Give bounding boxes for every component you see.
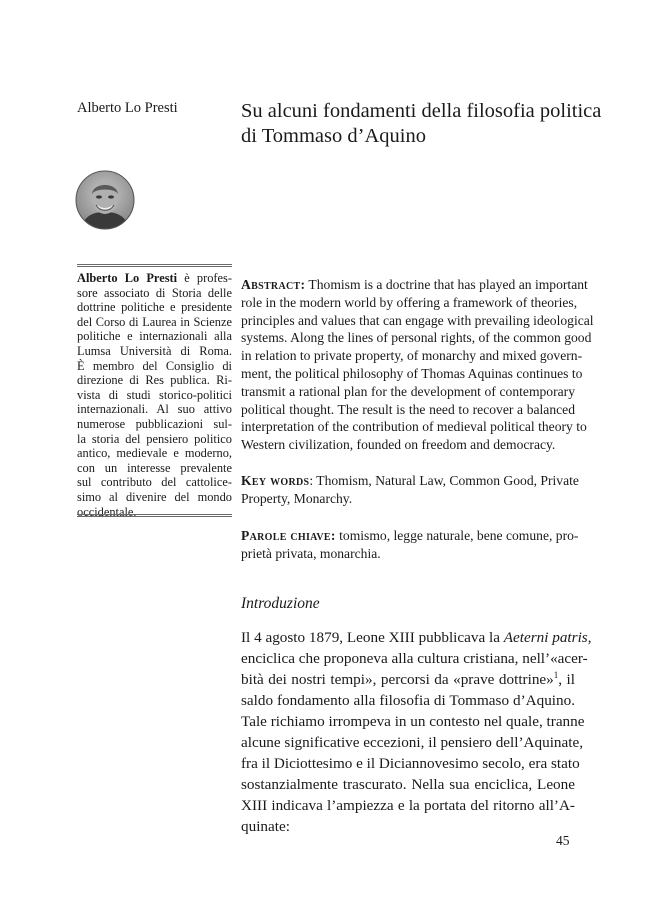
abstract-line: principles and values that can engage with prevailing ideological <box>241 312 594 328</box>
abstract-line: Abstract: Thomism is a doctrine that has played an important <box>241 277 588 292</box>
bio-line: Lumsa Università di Roma. <box>77 343 232 358</box>
bio-line: sul contributo del cattolice- <box>77 475 232 490</box>
bio-line: dottrine politiche e presidente <box>77 300 232 315</box>
body-line: quinate: <box>241 818 290 835</box>
bio-line: È membro del Consiglio di <box>77 358 232 373</box>
footnote-ref[interactable]: 1 <box>553 669 559 680</box>
abstract-line: role in the modern world by offering a framework of theories, <box>241 294 578 310</box>
author-name: Alberto Lo Presti <box>77 100 178 116</box>
author-photo <box>75 170 135 230</box>
abstract-line: in relation to private property, of monarchy and mixed govern- <box>241 348 583 364</box>
bio-top-rule <box>77 264 232 267</box>
body-line: XIII indicava l’ampiezza e la portata del ritorno all’A- <box>241 797 575 814</box>
body-paragraph <box>241 627 592 837</box>
body-line: alcune significative eccezioni, il pensiero dell’Aquinate, <box>241 734 584 751</box>
section-heading: Introduzione <box>241 595 320 612</box>
abstract-line: Western civilization, founded on freedom and democracy. <box>241 437 556 453</box>
body-line: bità dei nostri tempi», percorsi da «prave dottrine»$^1$, il <box>241 669 575 688</box>
bio-line: internazionali. Al suo attivo <box>77 402 232 417</box>
bio-line: simo al divenire del mondo <box>77 489 232 504</box>
abstract-line: ment, the political philosophy of Thomas Aquinas continues to <box>241 365 583 381</box>
bio-line: con un interesse prevalente <box>77 460 232 475</box>
bio-line: politiche e internazionali alla <box>77 329 232 344</box>
body-line: Il 4 agosto 1879, Leone XIII pubblicava la Aeterni patris, <box>241 629 592 646</box>
encyclical-title: Aeterni patris <box>503 629 588 646</box>
bio-line: sore associato di Storia delle <box>77 285 232 300</box>
abstract-line: transmit a rational plan for the development of contemporary <box>241 383 575 399</box>
bio-line: occidentale. <box>77 504 137 519</box>
bio-line: vista di studi storico-politici <box>77 387 232 402</box>
bio-line: del Corso di Laurea in Scienze <box>77 314 232 329</box>
bio-line: la storia del pensiero politico <box>77 431 232 446</box>
abstract-line: systems. Along the lines of personal rights, of the common good <box>241 330 592 346</box>
keywords <box>241 472 579 508</box>
author-portrait-avatar <box>75 170 135 230</box>
title-line-1: Su alcuni fondamenti della filosofia politica <box>241 100 602 122</box>
body-line: Tale richiamo irrompeva in un contesto nel quale, tranne <box>241 713 585 730</box>
body-line: saldo fondamento alla filosofia di Tommaso d’Aquino. <box>241 692 575 709</box>
parole-chiave <box>241 527 579 563</box>
abstract-line: interpretation of the contribution of medieval political theory to <box>241 419 587 435</box>
body-line: fra il Diciottesimo e il Diciannovesimo secolo, era stato <box>241 755 580 772</box>
bio-bottom-rule <box>77 514 232 517</box>
bio-line: direzione di Res publica. Ri- <box>77 373 232 388</box>
page-number: 45 <box>556 833 570 848</box>
body-line: enciclica che proponeva alla cultura cristiana, nell’«acer- <box>241 650 588 667</box>
keywords-label: Key words <box>241 473 310 488</box>
body-line: sostanzialmente trascurato. Nella sua enciclica, Leone <box>241 776 575 793</box>
bio-line: Alberto Lo Presti è profes- <box>77 271 232 285</box>
bio-line: antico, medievale e moderno, <box>77 446 232 461</box>
parole-chiave-label: Parole chiave: <box>241 528 336 543</box>
title-line-2: di Tommaso d’Aquino <box>241 125 426 147</box>
abstract-line: political thought. The result is the need to recover a balanced <box>241 401 575 417</box>
parole-chiave-line: Parole chiave: tomismo, legge naturale, bene comune, pro- <box>241 528 579 543</box>
author-bio <box>77 271 232 519</box>
keywords-line: Key words: Thomism, Natural Law, Common Good, Private <box>241 473 579 488</box>
keywords-line: Property, Monarchy. <box>241 490 353 506</box>
article-title <box>241 99 621 149</box>
parole-chiave-line: prietà privata, monarchia. <box>241 545 381 561</box>
bio-line: numerose pubblicazioni sul- <box>77 416 232 431</box>
abstract <box>241 276 594 454</box>
abstract-label: Abstract: <box>241 277 306 292</box>
bio-name: Alberto Lo Presti <box>77 271 178 285</box>
